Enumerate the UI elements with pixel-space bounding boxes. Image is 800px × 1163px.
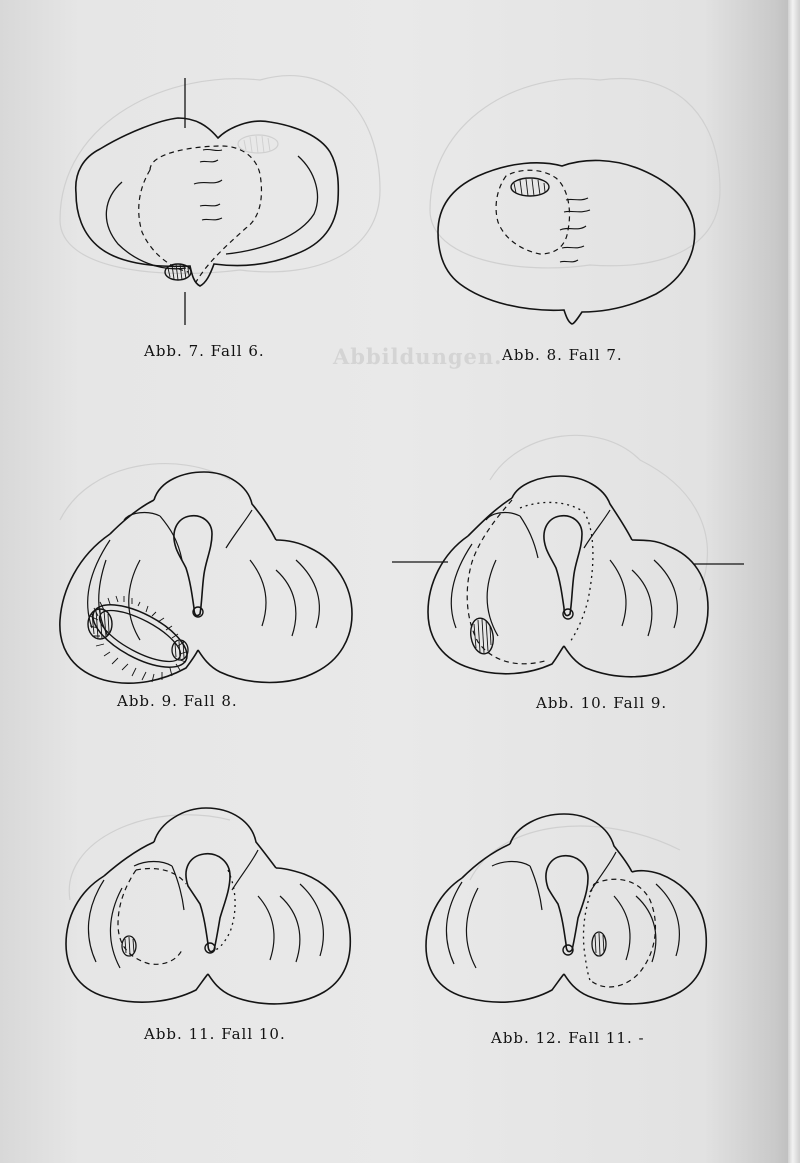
caption-abb11: Abb. 11. Fall 10. (144, 1025, 286, 1043)
bleed-through-heading: Abbildungen. (333, 344, 503, 369)
caption-abb9: Abb. 9. Fall 8. (117, 692, 238, 710)
caption-abb10: Abb. 10. Fall 9. (536, 694, 668, 712)
page-edge-shadow (788, 0, 800, 1163)
caption-abb12: Abb. 12. Fall 11. - (491, 1029, 645, 1047)
caption-abb7: Abb. 7. Fall 6. (144, 342, 265, 360)
caption-abb8: Abb. 8. Fall 7. (502, 346, 623, 364)
